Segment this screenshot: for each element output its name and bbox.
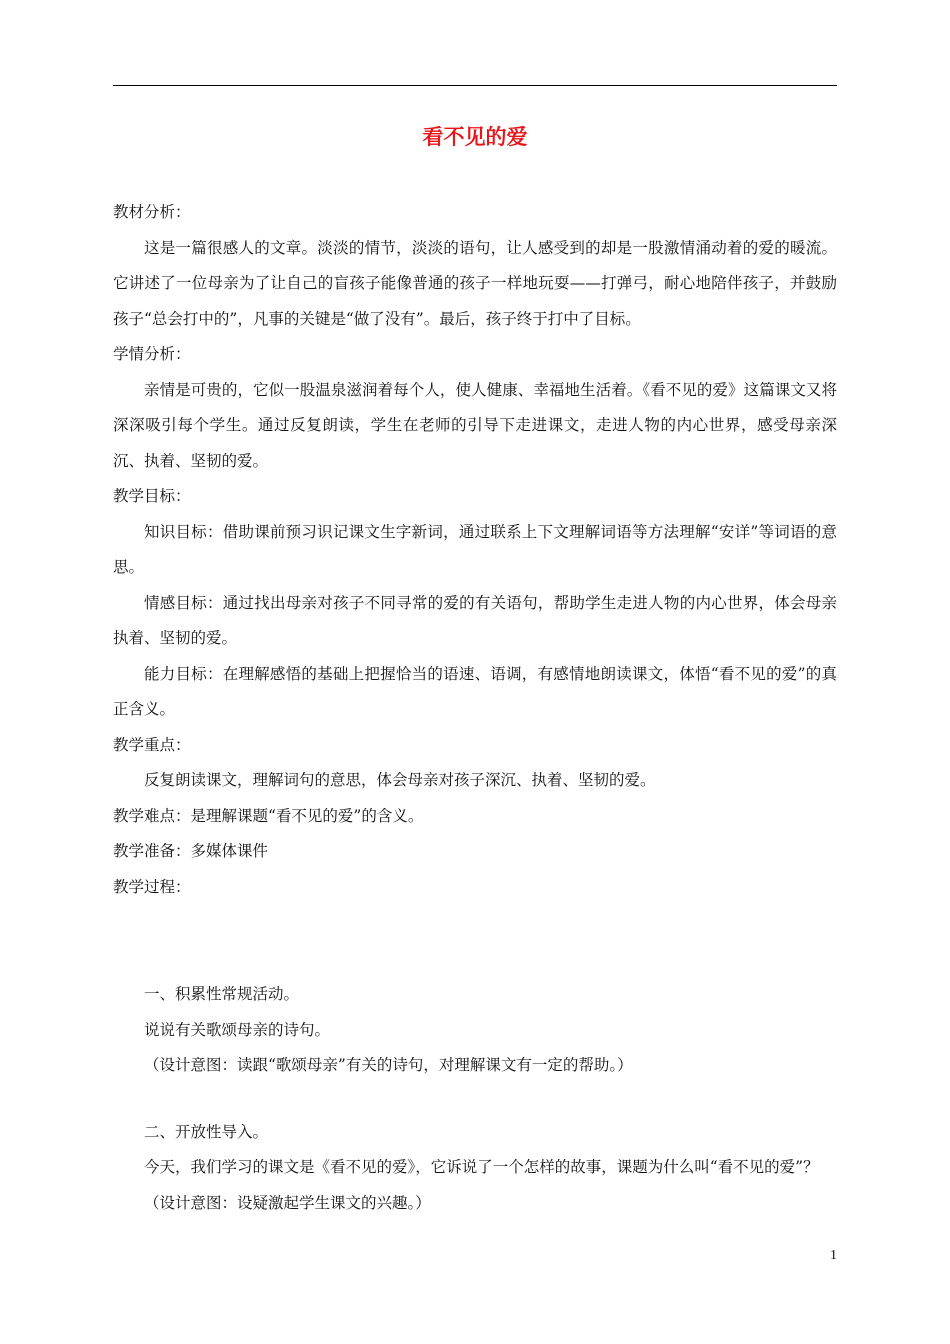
step1-text: 说说有关歌颂母亲的诗句。	[144, 1020, 331, 1039]
student-text: 亲情是可贵的，它似一股温泉滋润着每个人，使人健康、幸福地生活着。《看不见的爱》这篇课文又将深深吸引每个学生。通过反复朗读，学生在老师的引导下走进课文，走进人物的内心世界，感受母亲深沉、执着、坚韧的爱。	[113, 380, 837, 470]
step1-note: （设计意图：读跟“歌颂母亲”有关的诗句，对理解课文有一定的帮助。）	[144, 1056, 633, 1074]
header-rule	[113, 85, 837, 86]
goals-label: 教学目标：	[113, 487, 191, 505]
document-title: 看不见的爱	[422, 124, 528, 149]
spacer	[113, 905, 837, 977]
goal-ability: 能力目标：在理解感悟的基础上把握恰当的语速、语调，有感情地朗读课文，体悟“看不见的爱”的真正含义。	[113, 664, 837, 718]
focus-label: 教学重点：	[113, 735, 191, 754]
goal-knowledge: 知识目标：借助课前预习识记课文生字新词，通过联系上下文理解词语等方法理解“安详”等词语的意思。	[113, 522, 837, 576]
step1-title: 一、积累性常规活动。	[144, 985, 300, 1003]
material-label: 教材分析：	[113, 203, 191, 221]
prep-text: 教学准备：多媒体课件	[113, 842, 269, 860]
focus-text: 反复朗读课文，理解词句的意思，体会母亲对孩子深沉、执着、坚韧的爱。	[144, 771, 656, 789]
spacer	[113, 1084, 837, 1115]
step2-note: （设计意图：设疑激起学生课文的兴趣。）	[144, 1193, 431, 1212]
step2-title: 二、开放性导入。	[144, 1122, 269, 1141]
process-label: 教学过程：	[113, 877, 191, 896]
student-label: 学情分析：	[113, 345, 191, 363]
page-number: 1	[830, 1248, 837, 1263]
material-text: 这是一篇很感人的文章。淡淡的情节，淡淡的语句，让人感受到的却是一股激情涌动着的爱的暖流。它讲述了一位母亲为了让自己的盲孩子能像普通的孩子一样地玩耍——打弹弓，耐心地陪伴孩子，并鼓励孩子“总会打中的”，凡事的关键是“做了没有”。最后，孩子终于打中了目标。	[113, 238, 837, 328]
document-body	[113, 195, 837, 1221]
goal-emotion: 情感目标：通过找出母亲对孩子不同寻常的爱的有关语句，帮助学生走进人物的内心世界，体会母亲执着、坚韧的爱。	[113, 593, 837, 647]
difficulty-text: 教学难点：是理解课题“看不见的爱”的含义。	[113, 806, 424, 825]
step2-text: 今天，我们学习的课文是《看不见的爱》，它诉说了一个怎样的故事，课题为什么叫“看不见的爱”？	[144, 1158, 819, 1176]
